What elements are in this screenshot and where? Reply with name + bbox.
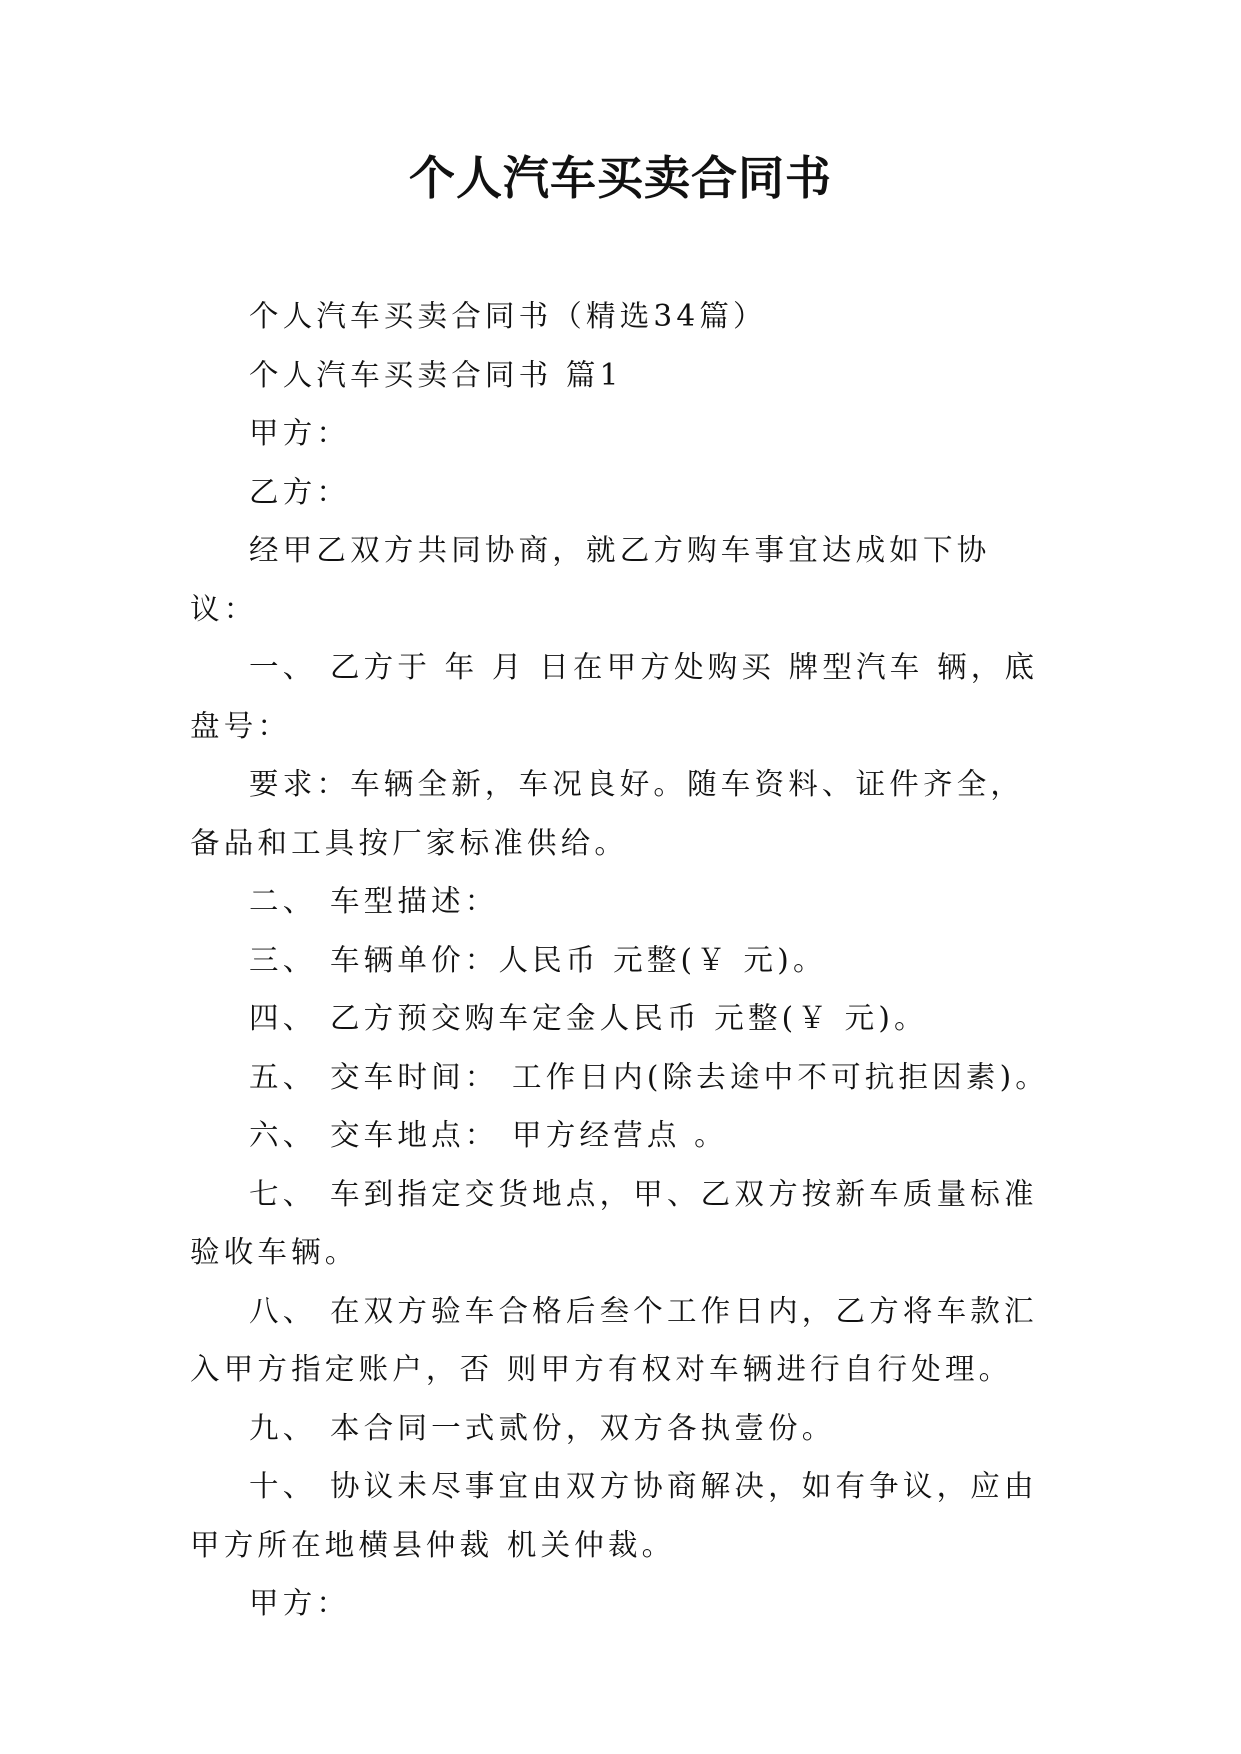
paragraph-clause-5: 五、 交车时间： 工作日内(除去途中不可抗拒因素)。 bbox=[249, 1059, 1049, 1094]
paragraph-requirements: 要求：车辆全新，车况良好。随车资料、证件齐全，备品和工具按厂家标准供给。 bbox=[190, 767, 1025, 860]
paragraph-party-a: 甲方： bbox=[249, 416, 351, 450]
paragraph-section-heading: 个人汽车买卖合同书 篇1 bbox=[249, 357, 623, 392]
paragraph-clause-10: 十、 协议未尽事宜由双方协商解决，如有争议，应由甲方所在地横县仲裁 机关仲裁。 bbox=[190, 1469, 1038, 1562]
paragraph-clause-9: 九、 本合同一式贰份，双方各执壹份。 bbox=[249, 1410, 836, 1445]
paragraph-clause-6: 六、 交车地点： 甲方经营点 。 bbox=[249, 1118, 728, 1152]
paragraph-party-b: 乙方： bbox=[249, 474, 351, 509]
paragraph-preamble: 经甲乙双方共同协商，就乙方购车事宜达成如下协议： bbox=[190, 533, 991, 626]
paragraph-clause-4: 四、 乙方预交购车定金人民币 元整(￥ 元)。 bbox=[249, 1001, 928, 1035]
paragraph-clause-3: 三、 车辆单价：人民币 元整(￥ 元)。 bbox=[249, 942, 827, 977]
paragraph-subtitle: 个人汽车买卖合同书（精选34篇） bbox=[249, 299, 767, 333]
document-title: 个人汽车买卖合同书 bbox=[409, 151, 832, 205]
paragraph-signature-party-a: 甲方： bbox=[249, 1586, 351, 1620]
paragraph-clause-1: 一、 乙方于 年 月 日在甲方处购买 牌型汽车 辆，底盘号： bbox=[190, 650, 1039, 743]
paragraph-clause-2: 二、 车型描述： bbox=[249, 884, 499, 918]
paragraph-clause-7: 七、 车到指定交货地点，甲、乙双方按新车质量标准验收车辆。 bbox=[190, 1176, 1038, 1269]
document-body bbox=[190, 287, 1050, 1633]
paragraph-clause-8: 八、 在双方验车合格后叁个工作日内，乙方将车款汇入甲方指定账户，否 则甲方有权对车辆进行自行处理。 bbox=[190, 1293, 1038, 1386]
